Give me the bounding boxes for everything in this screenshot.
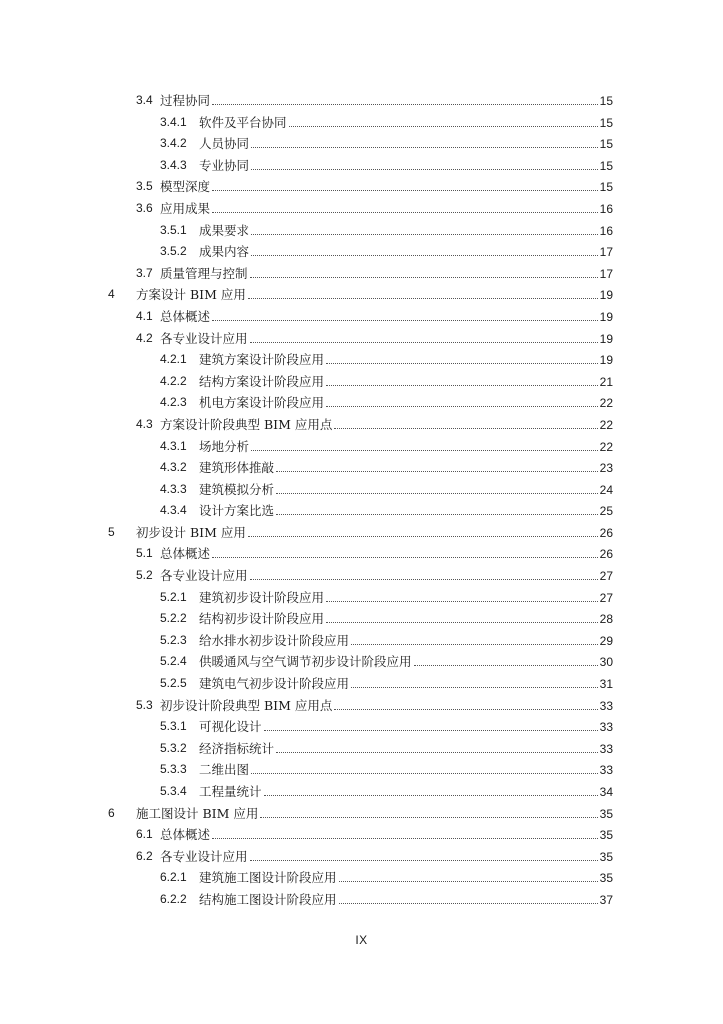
toc-entry-title: 质量管理与控制 bbox=[160, 265, 248, 281]
toc-entry-page: 35 bbox=[599, 871, 613, 886]
toc-entry-title: 经济指标统计 bbox=[199, 740, 275, 756]
toc-entry-line bbox=[199, 155, 613, 178]
dot-leader bbox=[414, 651, 598, 666]
toc-entry-page: 19 bbox=[599, 288, 613, 303]
toc-entry-number: 4.2.2 bbox=[160, 373, 187, 388]
dot-leader bbox=[326, 392, 598, 407]
toc-entry[interactable] bbox=[0, 630, 723, 652]
toc-entry-line bbox=[199, 587, 613, 610]
toc-entry[interactable] bbox=[0, 846, 723, 868]
toc-entry-line bbox=[160, 414, 613, 437]
toc-entry-page: 30 bbox=[599, 655, 613, 670]
toc-entry-line bbox=[199, 781, 613, 804]
toc-entry-page: 16 bbox=[599, 223, 613, 238]
toc-entry-number: 4.3 bbox=[136, 416, 153, 431]
toc-entry-number: 6.1 bbox=[136, 827, 153, 842]
page-number: IX bbox=[355, 933, 368, 947]
toc-entry-title: 二维出图 bbox=[199, 762, 250, 778]
toc-entry-line bbox=[160, 543, 613, 566]
toc-entry[interactable] bbox=[0, 651, 723, 673]
toc-entry[interactable] bbox=[0, 543, 723, 565]
toc-entry-number: 5.2.3 bbox=[160, 632, 187, 647]
toc-entry[interactable] bbox=[0, 241, 723, 263]
toc-entry-page: 29 bbox=[599, 633, 613, 648]
toc-entry[interactable] bbox=[0, 436, 723, 458]
dot-leader bbox=[250, 328, 598, 343]
toc-entry-title: 机电方案设计阶段应用 bbox=[199, 395, 325, 411]
toc-entry-line bbox=[199, 608, 613, 631]
toc-entry-title: 人员协同 bbox=[199, 136, 250, 152]
toc-entry[interactable] bbox=[0, 349, 723, 371]
toc-entry-page: 17 bbox=[599, 266, 613, 281]
toc-entry-page: 21 bbox=[599, 374, 613, 389]
toc-entry-page: 33 bbox=[599, 720, 613, 735]
toc-entry-line bbox=[199, 759, 613, 782]
toc-entry[interactable] bbox=[0, 198, 723, 220]
dot-leader bbox=[326, 608, 598, 623]
toc-entry-title: 给水排水初步设计阶段应用 bbox=[199, 632, 350, 648]
dot-leader bbox=[326, 587, 598, 602]
toc-entry-page: 33 bbox=[599, 763, 613, 778]
toc-entry-title: 结构初步设计阶段应用 bbox=[199, 611, 325, 627]
toc-entry-page: 19 bbox=[599, 309, 613, 324]
dot-leader bbox=[251, 436, 598, 451]
toc-entry-line bbox=[160, 176, 613, 199]
toc-entry[interactable] bbox=[0, 112, 723, 134]
dot-leader bbox=[276, 479, 598, 494]
dot-leader bbox=[334, 414, 597, 429]
toc-entry-title: 设计方案比选 bbox=[199, 503, 275, 519]
toc-entry[interactable] bbox=[0, 716, 723, 738]
dot-leader bbox=[264, 716, 598, 731]
toc-entry-page: 24 bbox=[599, 482, 613, 497]
toc-entry-page: 27 bbox=[599, 569, 613, 584]
toc-entry-line bbox=[160, 565, 613, 588]
toc-entry-line bbox=[160, 328, 613, 351]
toc-entry[interactable] bbox=[0, 414, 723, 436]
toc-entry-number: 5.2.2 bbox=[160, 611, 187, 626]
toc-entry-line bbox=[199, 133, 613, 156]
toc-entry[interactable] bbox=[0, 371, 723, 393]
toc-entry[interactable] bbox=[0, 695, 723, 717]
toc-entry-page: 15 bbox=[599, 137, 613, 152]
toc-entry-page: 25 bbox=[599, 504, 613, 519]
toc-entry-line bbox=[199, 738, 613, 761]
toc-entry[interactable] bbox=[0, 587, 723, 609]
toc-entry-number: 3.5 bbox=[136, 179, 153, 194]
toc-entry[interactable] bbox=[0, 522, 723, 544]
toc-entry-title: 模型深度 bbox=[160, 179, 211, 195]
toc-entry-page: 26 bbox=[599, 547, 613, 562]
dot-leader bbox=[251, 759, 598, 774]
toc-entry-number: 6.2 bbox=[136, 848, 153, 863]
toc-entry[interactable] bbox=[0, 803, 723, 825]
toc-entry-page: 15 bbox=[599, 180, 613, 195]
dot-leader bbox=[326, 349, 598, 364]
toc-entry[interactable] bbox=[0, 738, 723, 760]
toc-entry-title: 成果要求 bbox=[199, 222, 250, 238]
toc-entry[interactable] bbox=[0, 673, 723, 695]
toc-entry-title: 建筑模拟分析 bbox=[199, 481, 275, 497]
toc-entry-title: 结构方案设计阶段应用 bbox=[199, 373, 325, 389]
toc-entry-number: 4.2.3 bbox=[160, 395, 187, 410]
toc-entry-title: 建筑形体推敲 bbox=[199, 460, 275, 476]
dot-leader bbox=[326, 371, 598, 386]
dot-leader bbox=[264, 781, 598, 796]
toc-entry-line bbox=[160, 846, 613, 869]
toc-entry-number: 4.1 bbox=[136, 308, 153, 323]
toc-entry-line bbox=[136, 284, 613, 307]
toc-entry-title: 初步设计阶段典型 BIM 应用点 bbox=[160, 697, 333, 713]
toc-entry-title: 各专业设计应用 bbox=[160, 848, 248, 864]
toc-entry-title: 工程量统计 bbox=[199, 784, 262, 799]
toc-entry-page: 19 bbox=[599, 353, 613, 368]
toc-entry-number: 3.4.2 bbox=[160, 136, 187, 151]
toc-entry[interactable] bbox=[0, 565, 723, 587]
toc-entry-number: 5.2 bbox=[136, 568, 153, 583]
dot-leader bbox=[248, 522, 598, 537]
toc-entry-number: 4.3.2 bbox=[160, 460, 187, 475]
toc-entry-line bbox=[199, 673, 613, 696]
toc-entry-line bbox=[160, 306, 613, 329]
toc-entry[interactable] bbox=[0, 176, 723, 198]
toc-entry-number: 3.4 bbox=[136, 93, 153, 107]
toc-entry-line bbox=[199, 651, 613, 674]
toc-entry-number: 3.6 bbox=[136, 200, 153, 215]
dot-leader bbox=[251, 155, 598, 170]
dot-leader bbox=[351, 673, 598, 688]
toc-entry[interactable] bbox=[0, 479, 723, 501]
toc-entry-page: 15 bbox=[599, 94, 613, 108]
toc-entry-line bbox=[199, 220, 613, 243]
toc-entry-page: 22 bbox=[599, 396, 613, 411]
toc-entry-page: 35 bbox=[599, 828, 613, 843]
toc-entry[interactable] bbox=[0, 155, 723, 177]
toc-entry-page: 26 bbox=[599, 525, 613, 540]
dot-leader bbox=[339, 867, 598, 882]
toc-entry-number: 6 bbox=[108, 805, 115, 820]
toc-entry-page: 28 bbox=[599, 612, 613, 627]
toc-entry-title: 总体概述 bbox=[160, 546, 211, 562]
toc-entry-line bbox=[199, 500, 613, 523]
toc-entry-page: 16 bbox=[599, 201, 613, 216]
toc-entry[interactable] bbox=[0, 284, 723, 306]
toc-entry[interactable] bbox=[0, 759, 723, 781]
toc-entry-line bbox=[199, 867, 613, 890]
toc-entry-number: 5.3.1 bbox=[160, 719, 187, 734]
dot-leader bbox=[276, 500, 598, 515]
toc-entry-title: 方案设计 BIM 应用 bbox=[136, 287, 246, 303]
toc-entry-title: 各专业设计应用 bbox=[160, 330, 248, 346]
toc-entry-number: 5.2.5 bbox=[160, 676, 187, 691]
toc-entry-number: 4 bbox=[108, 287, 115, 302]
toc-entry-line bbox=[136, 803, 613, 826]
dot-leader bbox=[351, 630, 598, 645]
toc-entry[interactable] bbox=[0, 824, 723, 846]
toc-entry-number: 4.3.1 bbox=[160, 438, 187, 453]
toc-entry-page: 15 bbox=[599, 158, 613, 173]
dot-leader bbox=[276, 738, 598, 753]
toc-entry[interactable] bbox=[0, 867, 723, 889]
toc-entry-line bbox=[199, 241, 613, 264]
toc-entry-title: 方案设计阶段典型 BIM 应用点 bbox=[160, 416, 333, 432]
toc-entry[interactable] bbox=[0, 90, 723, 112]
toc-entry-line bbox=[199, 371, 613, 394]
toc-entry-number: 3.4.1 bbox=[160, 114, 187, 129]
toc-entry[interactable] bbox=[0, 889, 723, 911]
toc-entry-page: 31 bbox=[599, 677, 613, 692]
toc-entry-number: 6.2.2 bbox=[160, 891, 187, 906]
toc-entry-number: 5.1 bbox=[136, 546, 153, 561]
toc-entry[interactable] bbox=[0, 608, 723, 630]
toc-entry-title: 各专业设计应用 bbox=[160, 568, 248, 584]
toc-entry[interactable] bbox=[0, 392, 723, 414]
toc-entry-line bbox=[199, 112, 613, 135]
dot-leader bbox=[289, 112, 598, 127]
toc-entry-line bbox=[199, 479, 613, 502]
toc-entry-number: 4.3.3 bbox=[160, 481, 187, 496]
toc-entry-number: 3.5.2 bbox=[160, 244, 187, 259]
dot-leader bbox=[339, 889, 598, 904]
toc-entry[interactable] bbox=[0, 133, 723, 155]
toc-entry-page: 34 bbox=[599, 785, 613, 799]
toc-entry-page: 35 bbox=[599, 806, 613, 821]
toc-entry-page: 27 bbox=[599, 590, 613, 605]
toc-entry-number: 3.7 bbox=[136, 265, 153, 280]
toc-entry-line bbox=[199, 436, 613, 459]
dot-leader bbox=[212, 90, 598, 105]
toc-entry-title: 建筑施工图设计阶段应用 bbox=[199, 870, 337, 886]
toc-entry-page: 35 bbox=[599, 849, 613, 864]
toc-entry-line bbox=[160, 695, 613, 718]
toc-entry-title: 供暖通风与空气调节初步设计阶段应用 bbox=[199, 654, 412, 670]
toc-entry-line bbox=[199, 457, 613, 480]
toc-entry-title: 应用成果 bbox=[160, 200, 211, 216]
dot-leader bbox=[260, 803, 597, 818]
toc-entry-number: 5.3.2 bbox=[160, 740, 187, 755]
toc-entry[interactable] bbox=[0, 781, 723, 803]
toc-entry-line bbox=[199, 630, 613, 653]
toc-entry[interactable] bbox=[0, 500, 723, 522]
toc-entry[interactable] bbox=[0, 306, 723, 328]
toc-entry-line bbox=[199, 889, 613, 912]
dot-leader bbox=[250, 565, 598, 580]
toc-entry[interactable] bbox=[0, 263, 723, 285]
toc-entry-number: 6.2.1 bbox=[160, 870, 187, 885]
toc-entry-number: 5.2.4 bbox=[160, 654, 187, 669]
toc-entry-title: 可视化设计 bbox=[199, 719, 262, 735]
toc-entry-line bbox=[160, 824, 613, 847]
dot-leader bbox=[334, 695, 597, 710]
toc-entry-title: 结构施工图设计阶段应用 bbox=[199, 891, 337, 907]
toc-entry-number: 5.3.4 bbox=[160, 784, 187, 798]
dot-leader bbox=[212, 306, 598, 321]
dot-leader bbox=[276, 457, 598, 472]
toc-entry-number: 4.3.4 bbox=[160, 503, 187, 518]
toc-entry-line bbox=[199, 349, 613, 372]
toc-entry-page: 22 bbox=[599, 417, 613, 432]
toc-entry-line bbox=[199, 716, 613, 739]
dot-leader bbox=[251, 133, 598, 148]
toc-entry-number: 3.5.1 bbox=[160, 222, 187, 237]
dot-leader bbox=[212, 824, 598, 839]
toc-entry-line bbox=[160, 90, 613, 113]
dot-leader bbox=[212, 176, 598, 191]
toc-entry-line bbox=[160, 263, 613, 286]
dot-leader bbox=[248, 284, 598, 299]
toc-entry-page: 15 bbox=[599, 115, 613, 130]
toc-entry-title: 施工图设计 BIM 应用 bbox=[136, 805, 259, 821]
toc-entry-title: 过程协同 bbox=[160, 93, 211, 108]
toc-entry-number: 5 bbox=[108, 524, 115, 539]
dot-leader bbox=[250, 846, 598, 861]
toc-entry-title: 总体概述 bbox=[160, 308, 211, 324]
toc-entry[interactable] bbox=[0, 457, 723, 479]
toc-entry[interactable] bbox=[0, 328, 723, 350]
toc-entry-title: 专业协同 bbox=[199, 157, 250, 173]
toc-entry-number: 5.2.1 bbox=[160, 589, 187, 604]
toc-entry-title: 初步设计 BIM 应用 bbox=[136, 524, 246, 540]
toc-entry-page: 37 bbox=[599, 892, 613, 907]
toc-entry-number: 4.2.1 bbox=[160, 352, 187, 367]
toc-entry-line bbox=[160, 198, 613, 221]
toc-entry-line bbox=[136, 522, 613, 545]
toc-entry-page: 33 bbox=[599, 698, 613, 713]
toc-entry-page: 17 bbox=[599, 245, 613, 260]
table-of-contents bbox=[0, 90, 723, 911]
toc-entry-title: 总体概述 bbox=[160, 827, 211, 843]
toc-entry-title: 建筑电气初步设计阶段应用 bbox=[199, 676, 350, 692]
toc-entry-page: 22 bbox=[599, 439, 613, 454]
toc-entry-title: 软件及平台协同 bbox=[199, 114, 287, 130]
toc-entry-title: 成果内容 bbox=[199, 244, 250, 260]
dot-leader bbox=[212, 543, 598, 558]
toc-entry-line bbox=[199, 392, 613, 415]
toc-entry-page: 19 bbox=[599, 331, 613, 346]
toc-entry-title: 建筑方案设计阶段应用 bbox=[199, 352, 325, 368]
toc-entry-page: 23 bbox=[599, 461, 613, 476]
toc-entry[interactable] bbox=[0, 220, 723, 242]
toc-entry-title: 建筑初步设计阶段应用 bbox=[199, 589, 325, 605]
dot-leader bbox=[212, 198, 598, 213]
toc-entry-title: 场地分析 bbox=[199, 438, 250, 454]
dot-leader bbox=[250, 263, 598, 278]
toc-entry-number: 5.3.3 bbox=[160, 762, 187, 777]
toc-entry-number: 5.3 bbox=[136, 697, 153, 712]
dot-leader bbox=[251, 241, 598, 256]
toc-entry-number: 4.2 bbox=[136, 330, 153, 345]
dot-leader bbox=[251, 220, 598, 235]
toc-entry-page: 33 bbox=[599, 741, 613, 756]
toc-entry-number: 3.4.3 bbox=[160, 157, 187, 172]
